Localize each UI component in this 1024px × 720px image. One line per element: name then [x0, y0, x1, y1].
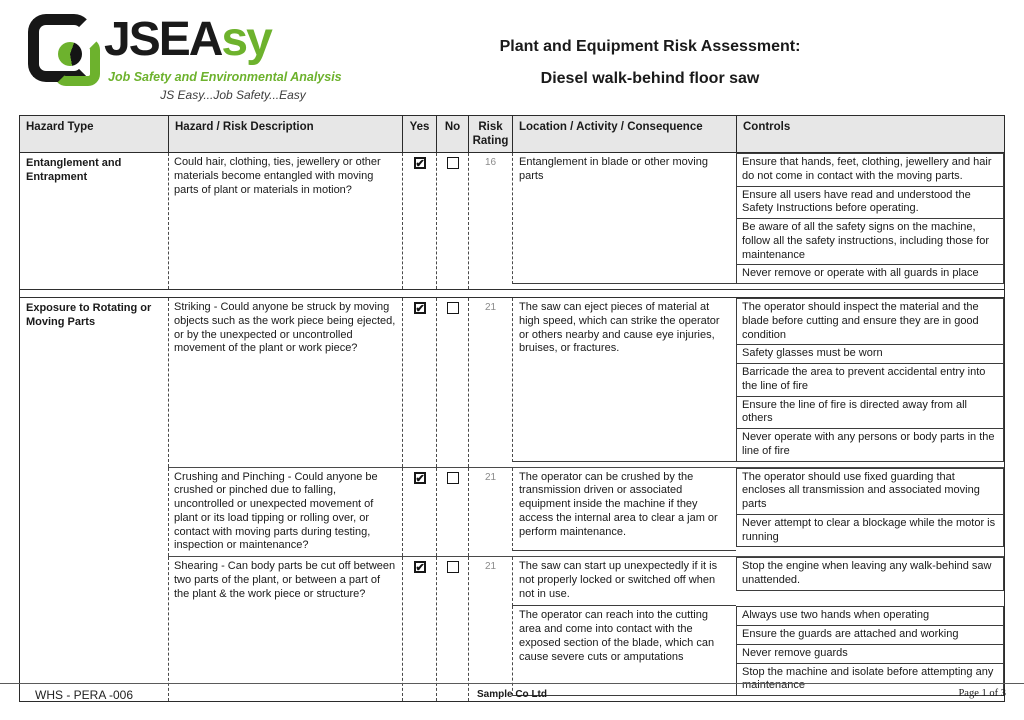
risk-rating-value: 16 [484, 157, 497, 168]
page-title-line2: Diesel walk-behind floor saw [540, 70, 760, 87]
header-location: Location / Activity / Consequence [512, 116, 736, 153]
controls-cell [736, 153, 1004, 284]
no-checkbox[interactable] [447, 561, 459, 573]
header-description: Hazard / Risk Description [168, 116, 402, 153]
brand-wordmark [104, 13, 271, 66]
location-controls-pair [512, 298, 1004, 462]
table-row [168, 467, 1004, 557]
no-cell [436, 298, 468, 467]
page-title [360, 38, 940, 88]
company-name: Sample Co Ltd [476, 689, 547, 700]
risk-rating-value: 21 [484, 302, 497, 313]
control-item: Ensure the guards are attached and working [736, 625, 1004, 645]
table-row [168, 153, 1004, 289]
location-cell: Entanglement in blade or other moving parts [512, 153, 736, 284]
risk-rating-cell [468, 153, 512, 289]
location-cell: The saw can start up unexpectedly if it is not properly locked or switched off when not in use. [512, 557, 736, 606]
yes-checkbox[interactable]: ✔ [415, 303, 425, 315]
document-code: WHS - PERA -006 [35, 688, 134, 702]
logo-tagline-2: JS Easy...Job Safety...Easy [160, 88, 306, 102]
control-item: Safety glasses must be worn [736, 344, 1004, 364]
hazard-type-cell: Entanglement and Entrapment [26, 157, 122, 183]
no-checkbox[interactable] [447, 157, 459, 169]
header-risk-rating: Risk Rating [468, 116, 512, 153]
control-item: Stop the machine and isolate before attempting any maintenance [736, 663, 1004, 697]
brand-text-green: sy [221, 13, 271, 66]
yes-cell [402, 557, 436, 701]
risk-description-cell: Crushing and Pinching - Could anyone be crushed or pinched due to falling, uncontrolled or unexpected movement of plant or its load tipping or rolling over, or contact with moving parts during testing, inspection or maintenance? [168, 468, 402, 557]
no-cell [436, 557, 468, 701]
header-no: No [436, 116, 468, 153]
location-controls-pair [512, 557, 1004, 606]
hazard-group-entanglement [20, 153, 1004, 290]
risk-assessment-table [19, 115, 1005, 702]
table-header-row [20, 116, 1004, 153]
controls-cell [736, 557, 1004, 606]
location-cell: The operator can be crushed by the transmission driven or associated equipment inside the machine if they access the internal area to clear a jam or perform maintenance. [512, 468, 736, 552]
table-row [168, 556, 1004, 701]
group-separator [20, 290, 1004, 297]
control-item: Ensure that hands, feet, clothing, jewellery and hair do not come in contact with the moving parts. [736, 153, 1004, 187]
control-item: The operator should use fixed guarding that encloses all transmission and associated moving parts [736, 468, 1004, 515]
header-yes: Yes [402, 116, 436, 153]
no-cell [436, 468, 468, 557]
control-item: Never remove guards [736, 644, 1004, 664]
control-item: Stop the engine when leaving any walk-behind saw unattended. [736, 557, 1004, 591]
logo-tagline-1: Job Safety and Environmental Analysis [108, 70, 342, 84]
controls-cell [736, 468, 1004, 552]
yes-checkbox[interactable]: ✔ [415, 472, 425, 485]
control-item: Ensure all users have read and understood the Safety Instructions before operating. [736, 186, 1004, 220]
control-item: Barricade the area to prevent accidental entry into the line of fire [736, 363, 1004, 397]
location-controls-pair [512, 153, 1004, 284]
hazard-type-cell: Exposure to Rotating or Moving Parts [26, 302, 152, 328]
table-row [168, 298, 1004, 467]
control-item: Ensure the line of fire is directed away from all others [736, 396, 1004, 430]
yes-cell [402, 298, 436, 467]
brand-text-black: JSEA [104, 13, 222, 66]
control-item: The operator should inspect the material and the blade before cutting and ensure they are in good condition [736, 298, 1004, 345]
hazard-group-rotating-parts [20, 297, 1004, 701]
risk-rating-cell [468, 468, 512, 557]
no-cell [436, 153, 468, 289]
risk-description-cell: Shearing - Can body parts be cut off between two parts of the plant, or between a part of the plant & the work piece or structure? [168, 557, 402, 701]
control-item: Never operate with any persons or body parts in the line of fire [736, 428, 1004, 462]
header-controls: Controls [736, 116, 1004, 153]
risk-rating-value: 21 [484, 471, 497, 483]
page-title-line1: Plant and Equipment Risk Assessment: [499, 38, 801, 55]
control-item: Never remove or operate with all guards in place [736, 264, 1004, 284]
header-hazard-type: Hazard Type [26, 121, 94, 133]
risk-description-cell: Could hair, clothing, ties, jewellery or other materials become entangled with moving parts of plant or materials in motion? [168, 153, 402, 289]
risk-description-cell: Striking - Could anyone be struck by moving objects such as the work piece being ejected, or by the unexpected or uncontrolled movement of the plant or work piece? [168, 298, 402, 467]
risk-rating-cell [468, 298, 512, 467]
risk-rating-value: 21 [484, 561, 497, 572]
controls-cell [736, 298, 1004, 462]
location-cell: The saw can eject pieces of material at high speed, which can strike the operator or others nearby and cause eye injuries, bruises, or fractures. [512, 298, 736, 462]
jseasy-eye-icon [28, 14, 102, 90]
location-cell: The operator can reach into the cutting area and come into contact with the exposed section of the blade, which can cause severe cuts or amputations [512, 606, 736, 696]
company-logo [28, 10, 358, 108]
location-controls-pair [512, 468, 1004, 552]
control-item: Never attempt to clear a blockage while the motor is running [736, 514, 1004, 548]
no-checkbox[interactable] [447, 302, 459, 314]
control-item: Be aware of all the safety signs on the machine, follow all the safety instructions, including those for maintenance [736, 218, 1004, 265]
yes-checkbox[interactable]: ✔ [415, 562, 425, 574]
footer-divider [0, 683, 1024, 684]
control-item: Always use two hands when operating [736, 606, 1004, 626]
yes-cell [402, 468, 436, 557]
no-checkbox[interactable] [447, 472, 459, 484]
yes-cell [402, 153, 436, 289]
yes-checkbox[interactable]: ✔ [415, 158, 425, 170]
risk-rating-cell [468, 557, 512, 701]
page-number: Page 1 of 3 [958, 688, 1006, 699]
